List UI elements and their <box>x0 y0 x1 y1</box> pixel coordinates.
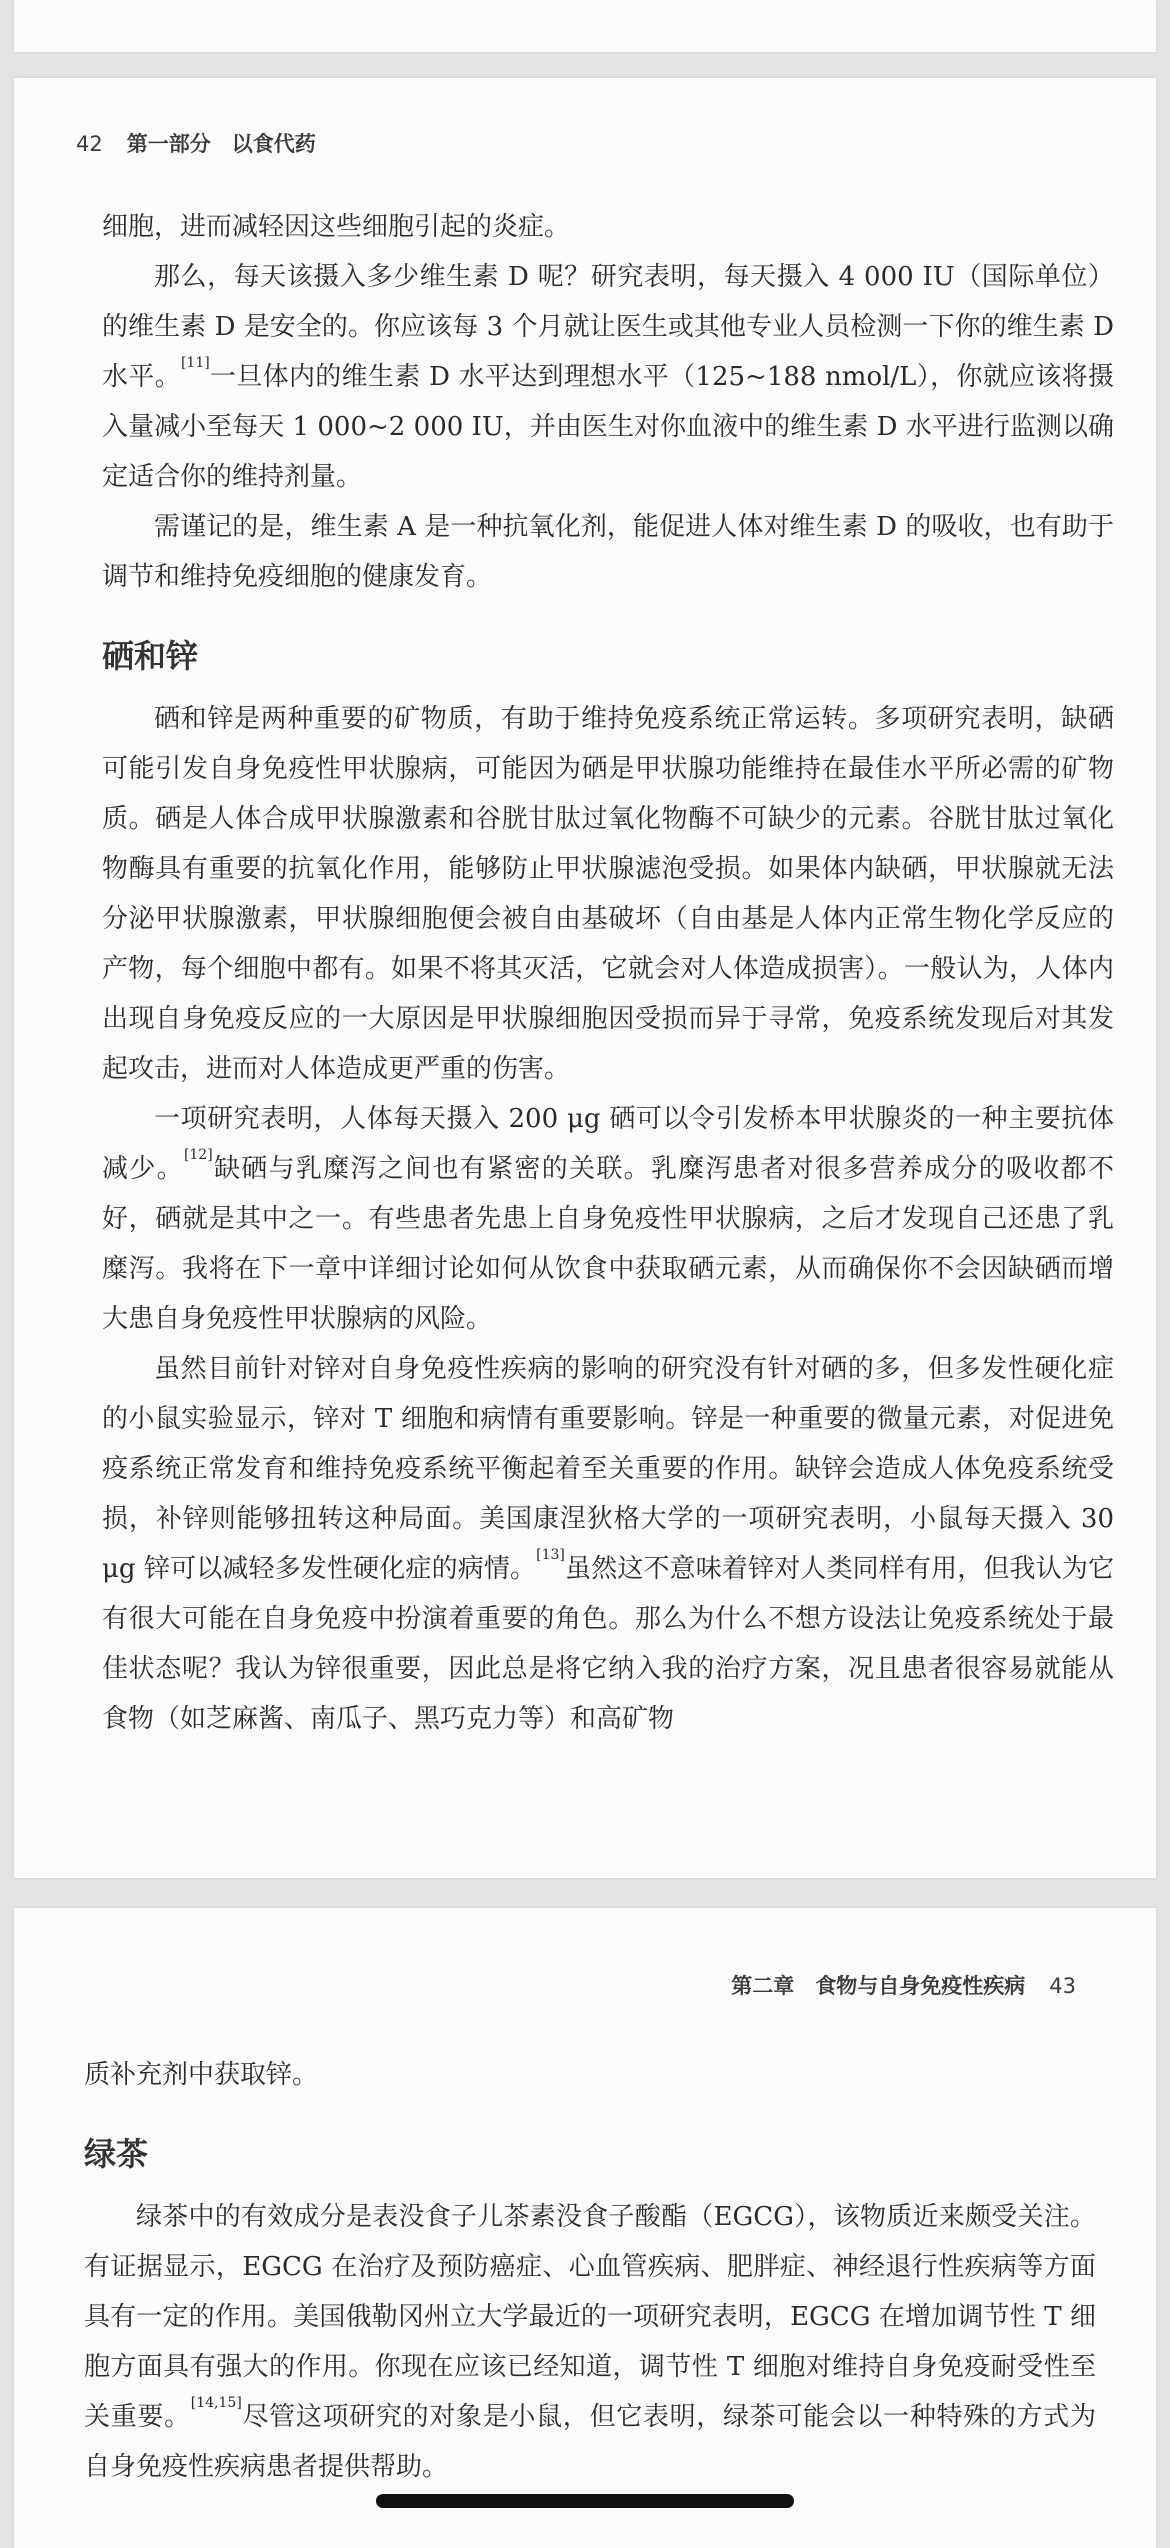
page-body <box>102 202 1114 1744</box>
paragraph-text: 一项研究表明，人体每天摄入 200 μg 硒可以令引发桥本甲状腺炎的一种主要抗体减少。 <box>102 1104 1114 1184</box>
paragraph: 硒和锌是两种重要的矿物质，有助于维持免疫系统正常运转。多项研究表明，缺硒可能引发自身免疫性甲状腺病，可能因为硒是甲状腺功能维持在最佳水平所必需的矿物质。硒是人体合成甲状腺激素和谷胱甘肽过氧化物酶不可缺少的元素。谷胱甘肽过氧化物酶具有重要的抗氧化作用，能够防止甲状腺滤泡受损。如果体内缺硒，甲状腺就无法分泌甲状腺激素，甲状腺细胞便会被自由基破坏（自由基是人体内正常生物化学反应的产物，每个细胞中都有。如果不将其灭活，它就会对人体造成损害）。一般认为，人体内出现自身免疫反应的一大原因是甲状腺细胞因受损而异于寻常，免疫系统发现后对其发起攻击，进而对人体造成更严重的伤害。 <box>102 704 1114 1084</box>
paragraph-text: 一旦体内的维生素 D 水平达到理想水平（125~188 nmol/L），你就应该将摄入量减小至每天 1 000~2 000 IU，并由医生对你血液中的维生素 D 水平进行监测以确定适合你的维持剂量。 <box>102 362 1114 492</box>
paragraph <box>102 1344 1114 1744</box>
paragraph <box>102 1094 1114 1344</box>
book-page-43 <box>14 1908 1156 2548</box>
citation-ref: [14,15] <box>190 2395 242 2411</box>
paragraph-text: 虽然这不意味着锌对人类同样有用，但我认为它有很大可能在自身免疫中扮演着重要的角色。那么为什么不想方设法让免疫系统处于最佳状态呢？我认为锌很重要，因此总是将它纳入我的治疗方案，况且患者很容易就能从食物（如芝麻酱、南瓜子、黑巧克力等）和高矿物 <box>102 1554 1114 1734</box>
section-heading: 硒和锌 <box>102 637 199 675</box>
part-title: 第一部分 以食代药 <box>126 132 316 156</box>
section-heading: 绿茶 <box>84 2135 149 2173</box>
paragraph: 需谨记的是，维生素 A 是一种抗氧化剂，能促进人体对维生素 D 的吸收，也有助于调节和维持免疫细胞的健康发育。 <box>102 512 1114 592</box>
page-number: 42 <box>76 132 103 156</box>
chapter-title: 第二章 食物与自身免疫性疾病 <box>731 1974 1026 1998</box>
citation-ref: [12] <box>183 1147 213 1163</box>
paragraph: 细胞，进而减轻因这些细胞引起的炎症。 <box>102 212 571 242</box>
paragraph-text: 尽管这项研究的对象是小鼠，但它表明，绿茶可能会以一种特殊的方式为自身免疫性疾病患者提供帮助。 <box>84 2402 1096 2482</box>
book-page-42 <box>14 78 1156 1878</box>
paragraph <box>102 252 1114 502</box>
page-body <box>84 2050 1096 2492</box>
paragraph <box>84 2192 1096 2492</box>
page-number: 43 <box>1049 1974 1076 1998</box>
paragraph-text: 那么，每天该摄入多少维生素 D 呢？研究表明，每天摄入 4 000 IU（国际单位）的维生素 D 是安全的。你应该每 3 个月就让医生或其他专业人员检测一下你的维生素 D 水平。 <box>102 262 1114 392</box>
citation-ref: [11] <box>180 355 210 371</box>
paragraph-text: 绿茶中的有效成分是表没食子儿茶素没食子酸酯（EGCG），该物质近来颇受关注。有证据显示，EGCG 在治疗及预防癌症、心血管疾病、肥胖症、神经退行性疾病等方面具有一定的作用。美国俄勒冈州立大学最近的一项研究表明，EGCG 在增加调节性 T 细胞方面具有强大的作用。你现在应该已经知道，调节性 T 细胞对维持自身免疫耐受性至关重要。 <box>84 2202 1096 2432</box>
paragraph-text: 虽然目前针对锌对自身免疫性疾病的影响的研究没有针对硒的多，但多发性硬化症的小鼠实验显示，锌对 T 细胞和病情有重要影响。锌是一种重要的微量元素，对促进免疫系统正常发育和维持免疫系统平衡起着至关重要的作用。缺锌会造成人体免疫系统受损，补锌则能够扭转这种局面。美国康涅狄格大学的一项研究表明，小鼠每天摄入 30 μg 锌可以减轻多发性硬化症的病情。 <box>102 1354 1114 1584</box>
running-head <box>76 128 316 158</box>
previous-page-fragment <box>14 0 1156 52</box>
citation-ref: [13] <box>536 1547 565 1563</box>
running-head <box>731 1970 1076 2000</box>
paragraph: 质补充剂中获取锌。 <box>84 2060 319 2090</box>
home-indicator[interactable] <box>376 2494 794 2508</box>
paragraph-text: 缺硒与乳糜泻之间也有紧密的关联。乳糜泻患者对很多营养成分的吸收都不好，硒就是其中之一。有些患者先患上自身免疫性甲状腺病，之后才发现自己还患了乳糜泻。我将在下一章中详细讨论如何从饮食中获取硒元素，从而确保你不会因缺硒而增大患自身免疫性甲状腺病的风险。 <box>102 1154 1114 1334</box>
